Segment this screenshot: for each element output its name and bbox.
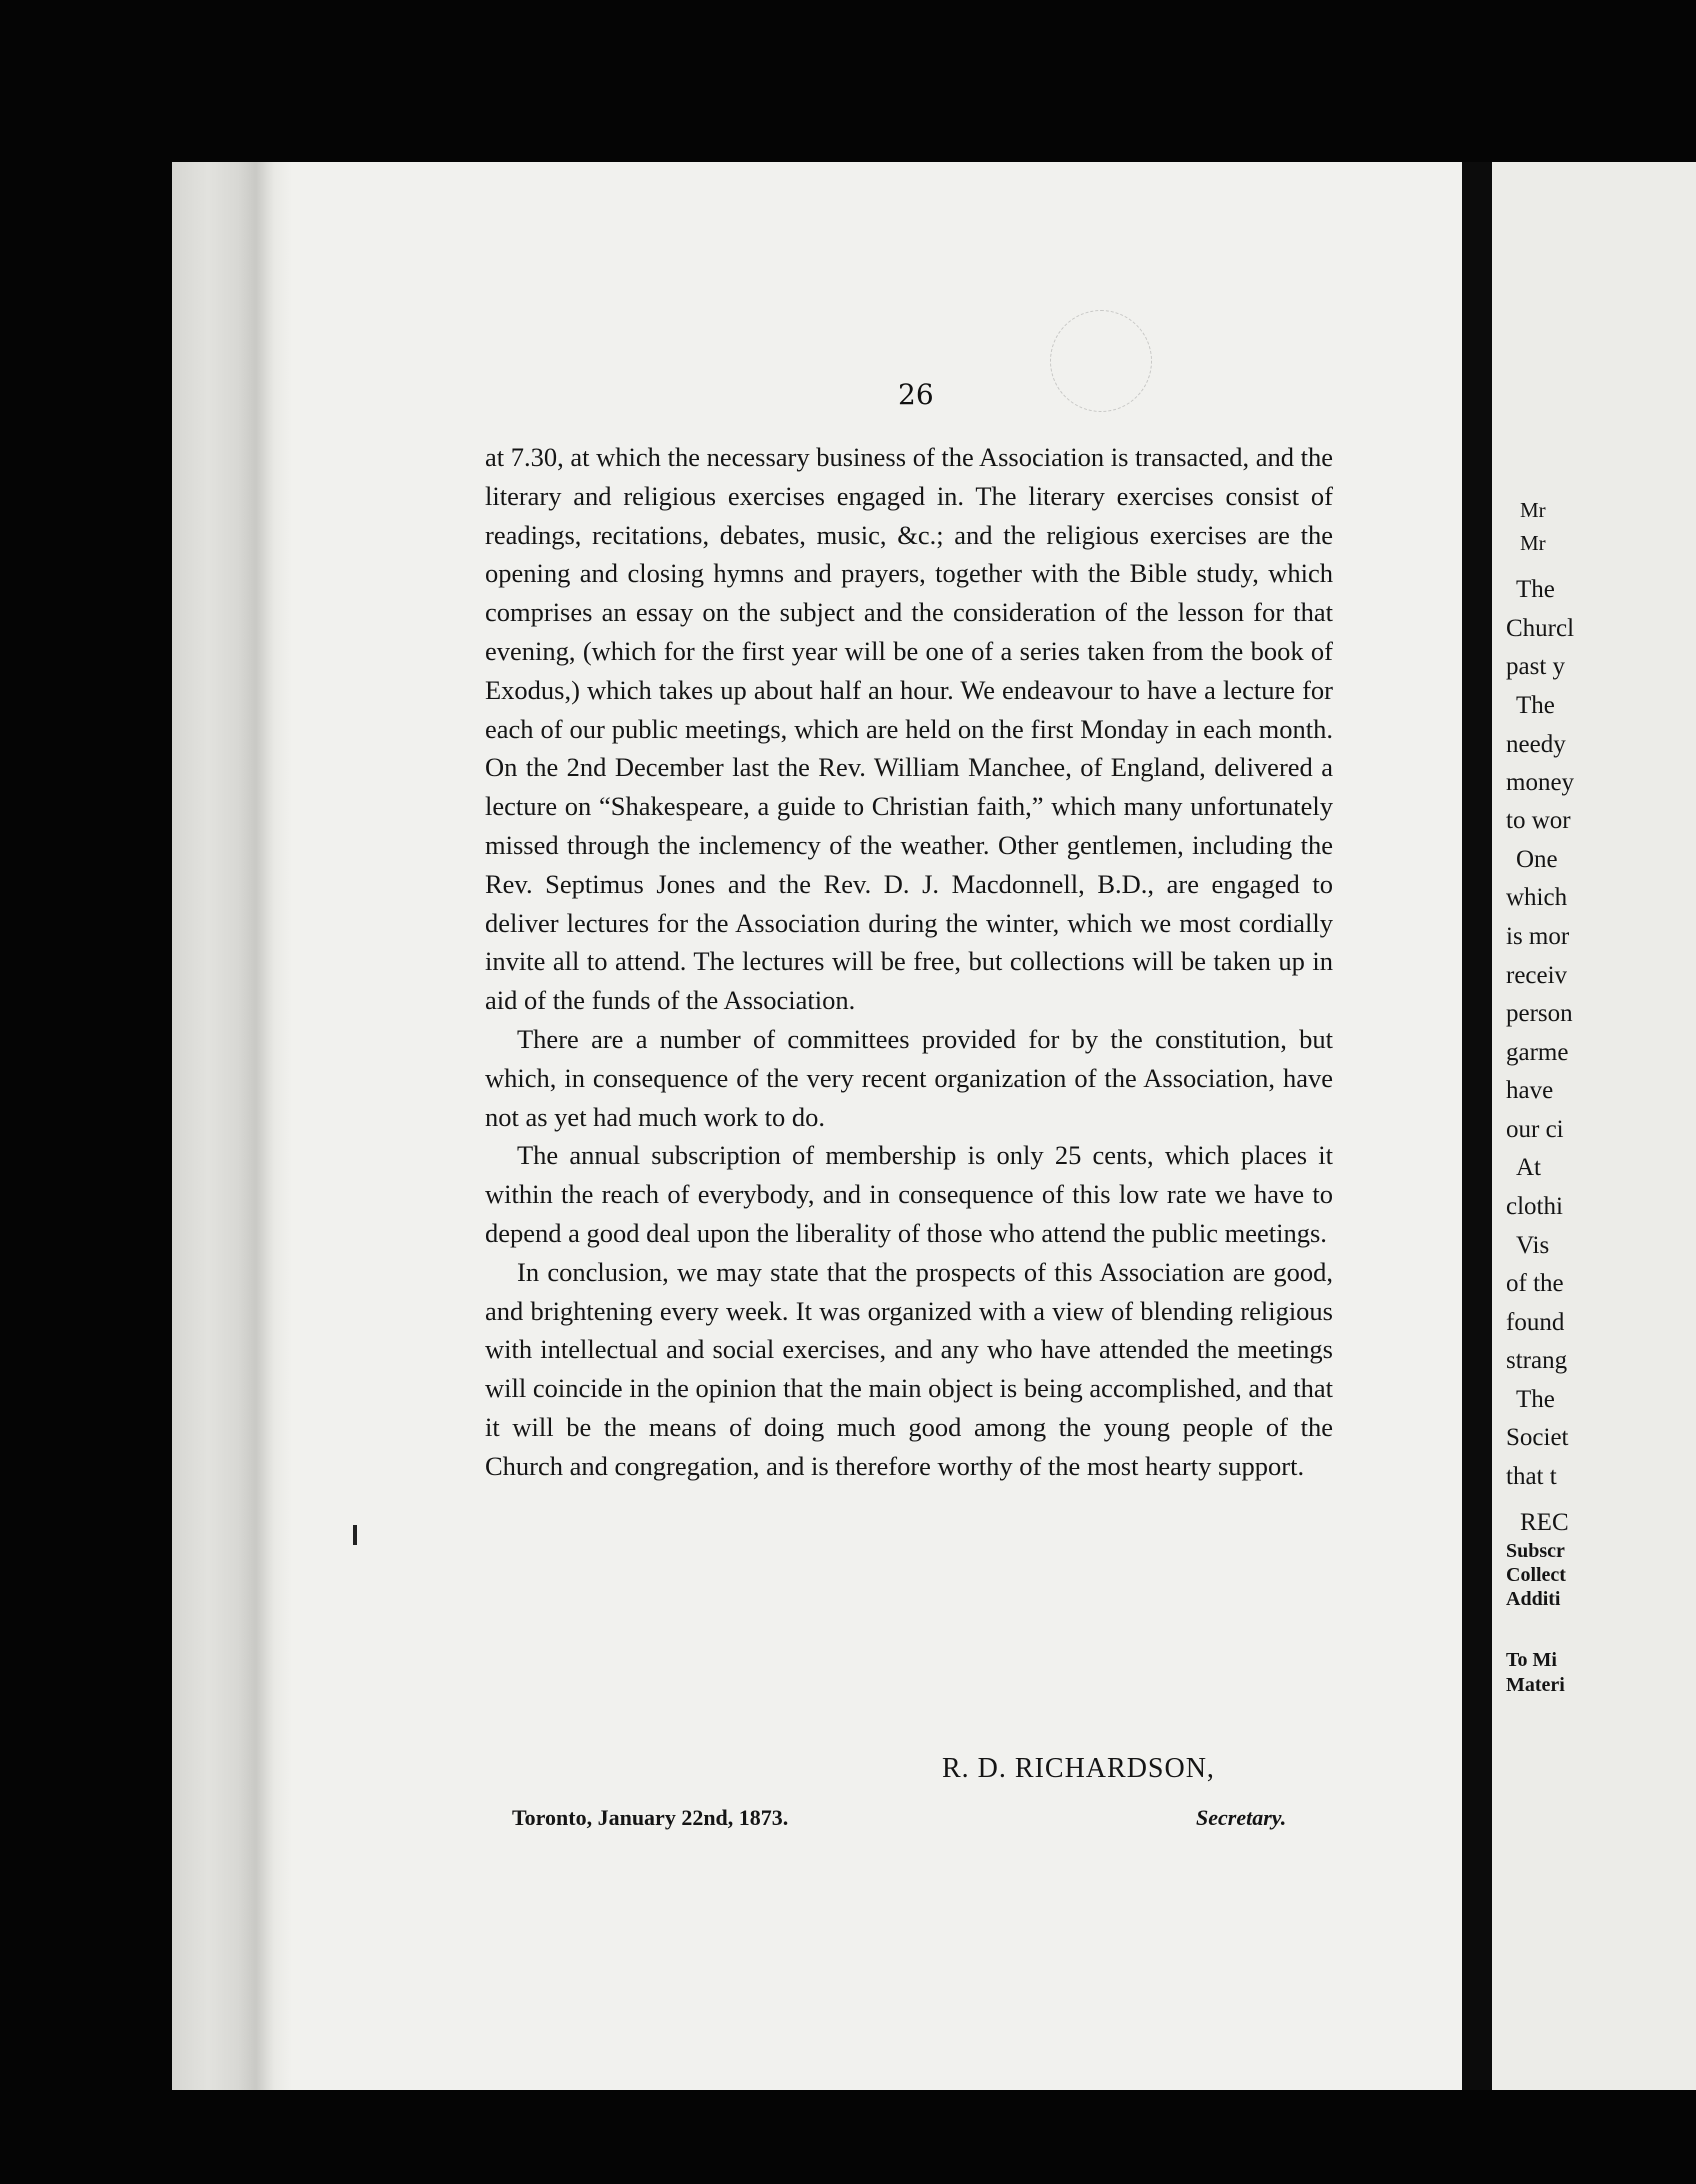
- right-page-line: have: [1506, 1077, 1554, 1104]
- right-page-line: Materi: [1506, 1674, 1565, 1696]
- right-page-line: of the: [1506, 1270, 1564, 1297]
- date-line: Toronto, January 22nd, 1873.: [512, 1805, 789, 1830]
- right-page: [1492, 162, 1696, 2090]
- body-text: [485, 438, 1333, 1486]
- right-page-line: Collect: [1506, 1564, 1566, 1586]
- right-page-line: Mr: [1520, 531, 1546, 555]
- right-page-line: strang: [1506, 1347, 1568, 1374]
- right-page-line: One: [1516, 846, 1558, 873]
- right-page-line: which: [1506, 884, 1568, 911]
- right-page-line: needy: [1506, 731, 1566, 758]
- binding-gutter: [1462, 162, 1492, 2090]
- right-page-line: garme: [1506, 1039, 1569, 1066]
- paragraph: In conclusion, we may state that the prospects of this Association are good, and brightening every week. It was organized with a view of blending religious with intellectual and social exercises, and any who have attended the meetings will coincide in the opinion that the main object is being accomplished, and that it will be the means of doing much good among the young people of the Church and congregation, and is therefore worthy of the most hearty support.: [485, 1256, 1333, 1481]
- paragraph: at 7.30, at which the necessary business of the Association is transacted, and the literary and religious exercises engaged in. The literary exercises consist of readings, recitations, debates, music, &c.; and the religious exercises are the opening and closing hymns and prayers, together with the Bible study, which comprises an essay on the subject and the consideration of the lesson for that evening, (which for the first year will be one of a series taken from the book of Exodus,) which takes up about half an hour. We endeavour to have a lecture for each of our public meetings, which are held on the first Monday in each month. On the 2nd December last the Rev. William Manchee, of England, delivered a lecture on “Shakespeare, a guide to Christian faith,” which many unfortunately missed through the inclemency of the weather. Other gentlemen, including the Rev. Septimus Jones and the Rev. D. J. Macdonnell, B.D., are engaged to deliver lectures for the Association during the winter, which we most cordially invite all to attend. The lectures will be free, but collections will be taken up in aid of the funds of the Association.: [485, 442, 1333, 1016]
- signature-name: R. D. RICHARDSON,: [942, 1753, 1215, 1784]
- right-page-line: At: [1516, 1154, 1541, 1181]
- signature-title: Secretary.: [1196, 1805, 1287, 1830]
- right-page-line: Mr: [1520, 498, 1546, 522]
- paragraph: There are a number of committees provided for by the constitution, but which, in consequence of the very recent organization of the Association, have not as yet had much work to do.: [485, 1023, 1333, 1132]
- right-page-line: REC: [1520, 1509, 1569, 1536]
- right-page-line: money: [1506, 769, 1575, 796]
- right-page-line: Vis: [1516, 1232, 1550, 1259]
- right-page-line: receiv: [1506, 962, 1568, 989]
- right-page-line: Additi: [1506, 1588, 1561, 1610]
- right-page-line: that t: [1506, 1463, 1557, 1490]
- paragraph: The annual subscription of membership is only 25 cents, which places it within the reach of everybody, and in consequence of this low rate we have to depend a good deal upon the liberality of those who attend the public meetings.: [485, 1140, 1333, 1248]
- right-page-line: our ci: [1506, 1116, 1564, 1143]
- right-page-line: To Mi: [1506, 1649, 1557, 1671]
- right-page-line: is mor: [1506, 923, 1570, 950]
- right-page-line: Churcl: [1506, 615, 1575, 642]
- right-page-line: Societ: [1506, 1424, 1569, 1451]
- margin-mark: [353, 1525, 357, 1545]
- right-page-line: The: [1516, 576, 1555, 603]
- right-page-line: The: [1516, 1386, 1555, 1413]
- right-page-line: found: [1506, 1309, 1565, 1336]
- right-page-line: past y: [1506, 653, 1566, 680]
- right-page-line: clothi: [1506, 1193, 1563, 1220]
- right-page-line: person: [1506, 1000, 1573, 1027]
- right-page-line: The: [1516, 692, 1555, 719]
- page-edge-stack: [172, 162, 292, 2090]
- right-page-line: to wor: [1506, 807, 1571, 834]
- right-page-line: Subscr: [1506, 1540, 1565, 1562]
- page-number: 26: [898, 378, 934, 411]
